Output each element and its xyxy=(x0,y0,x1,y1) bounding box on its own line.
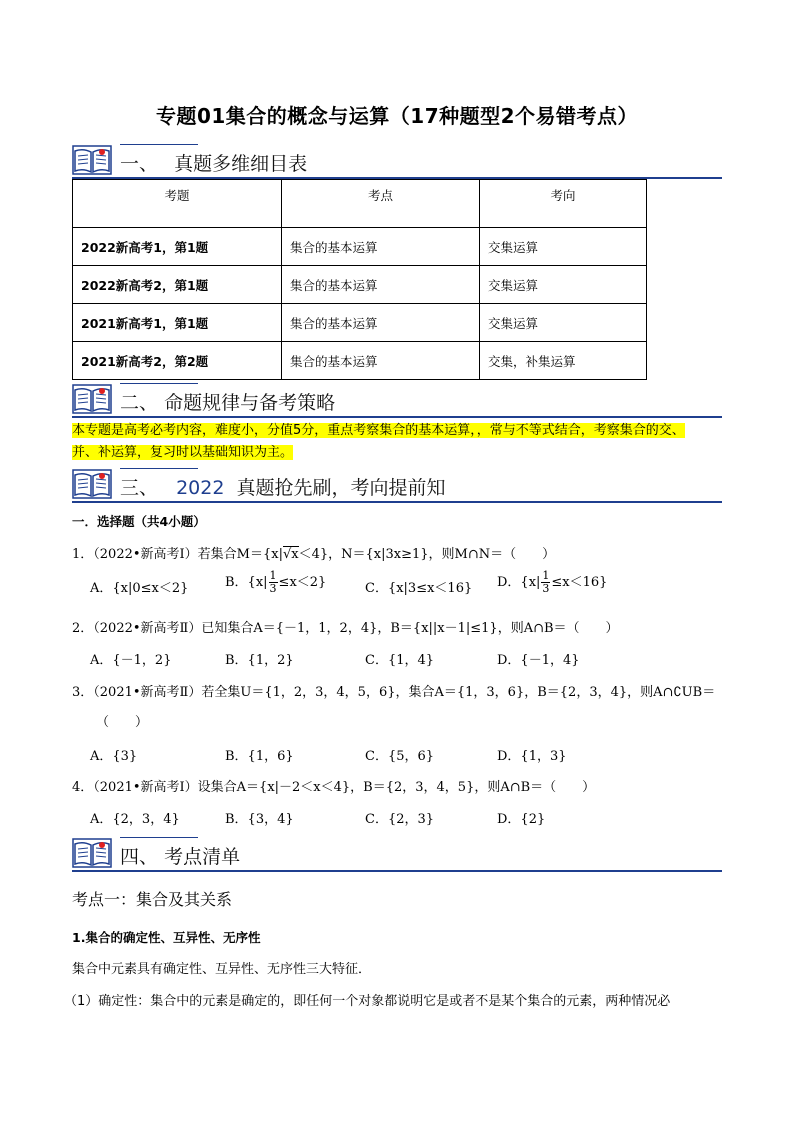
option-c[interactable]: C．{5，6} xyxy=(365,749,435,764)
sub-heading: 1.集合的确定性、互异性、无序性 xyxy=(72,930,261,945)
section-label: 命题规律与备考策略 xyxy=(164,392,336,414)
choice-header: 一．选择题（共4小题） xyxy=(72,514,206,529)
section-heading-3 xyxy=(72,467,722,503)
section-number: 一、 xyxy=(120,153,159,175)
option-text: ≤x＜16} xyxy=(551,575,608,590)
section-label: 真题抢先刷，考向提前知 xyxy=(236,477,446,499)
option-a[interactable]: A．{－1，2} xyxy=(90,653,172,668)
section-label: 考点清单 xyxy=(164,846,241,868)
option-text: B．{x| xyxy=(225,575,268,590)
paragraph: （1）确定性：集合中的元素是确定的，即任何一个对象都说明它是或者不是某个集合的元素，两种情况必 xyxy=(64,994,671,1009)
question-4-stem: 4．（2021•新高考Ⅰ）设集合A＝{x|－2＜x＜4}，B＝{2，3，4，5}，则A∩B＝（ ） xyxy=(72,780,596,795)
option-b[interactable]: B．{3，4} xyxy=(225,812,294,827)
option-a[interactable]: A．{x|0≤x＜2} xyxy=(90,581,189,596)
section-year: 2022 xyxy=(176,477,225,499)
fraction-denominator: 3 xyxy=(269,582,277,595)
section-number: 二、 xyxy=(120,392,159,414)
paragraph: 集合中元素具有确定性、互异性、无序性三大特征． xyxy=(72,962,372,977)
fraction-numerator: 1 xyxy=(269,569,277,582)
fraction xyxy=(269,570,278,595)
column-header: 考题 xyxy=(73,180,282,228)
question-3-stem-cont: （ ） xyxy=(96,715,149,730)
book-icon xyxy=(72,469,112,499)
option-d[interactable]: D．{1，3} xyxy=(497,749,567,764)
heading-topline xyxy=(120,144,198,145)
table-cell: 交集运算 xyxy=(480,228,647,266)
sqrt-expression: √x xyxy=(282,547,299,562)
table-cell: 集合的基本运算 xyxy=(282,342,480,380)
table-cell: 2022新高考2，第1题 xyxy=(73,266,282,304)
section-heading-4 xyxy=(72,836,722,872)
table-cell: 交集运算 xyxy=(480,266,647,304)
section-title xyxy=(120,149,307,176)
column-header: 考点 xyxy=(282,180,480,228)
option-d[interactable]: D．{－1，4} xyxy=(497,653,580,668)
table-cell: 集合的基本运算 xyxy=(282,304,480,342)
heading-underline xyxy=(72,501,722,503)
option-d[interactable]: D．{2} xyxy=(497,812,546,827)
table-cell: 交集，补集运算 xyxy=(480,342,647,380)
question-1-stem xyxy=(72,543,555,562)
section-title xyxy=(120,473,445,500)
section-number: 四、 xyxy=(120,846,159,868)
table-cell: 集合的基本运算 xyxy=(282,266,480,304)
table-cell: 2021新高考2，第2题 xyxy=(73,342,282,380)
option-text: D．{x| xyxy=(497,575,541,590)
table-cell: 集合的基本运算 xyxy=(282,228,480,266)
book-icon xyxy=(72,838,112,868)
option-b[interactable]: B．{1，2} xyxy=(225,653,294,668)
kaodian-heading: 考点一：集合及其关系 xyxy=(72,890,233,909)
option-b[interactable] xyxy=(225,570,326,595)
section-label: 真题多维细目表 xyxy=(174,153,308,175)
question-2-stem: 2．（2022•新高考Ⅱ）已知集合A＝{－1，1，2，4}，B＝{x||x－1|≤1}，则A∩B＝（ ） xyxy=(72,621,619,636)
column-header: 考向 xyxy=(480,180,647,228)
option-c[interactable]: C．{2，3} xyxy=(365,812,435,827)
section-number: 三、 xyxy=(120,477,159,499)
section-title xyxy=(120,842,240,869)
fraction-denominator: 3 xyxy=(542,582,550,595)
table-row xyxy=(73,228,647,266)
strategy-text xyxy=(72,420,732,464)
fraction-numerator: 1 xyxy=(542,569,550,582)
table-cell: 2021新高考1，第1题 xyxy=(73,304,282,342)
page-title: 专题01集合的概念与运算（17种题型2个易错考点） xyxy=(155,104,639,128)
heading-topline xyxy=(120,468,198,469)
section-heading-1 xyxy=(72,143,722,179)
stem-text: ＜4}，N＝{x|3x≥1}，则M∩N＝（ ） xyxy=(298,547,556,562)
table-cell: 2022新高考1，第1题 xyxy=(73,228,282,266)
strategy-line: 本专题是高考必考内容，难度小，分值5分，重点考察集合的基本运算，，常与不等式结合，考察集合的交、 xyxy=(72,423,685,438)
option-text: ≤x＜2} xyxy=(278,575,327,590)
option-a[interactable]: A．{3} xyxy=(90,749,138,764)
heading-topline xyxy=(120,383,198,384)
stem-text: 1．（2022•新高考Ⅰ）若集合M＝{x| xyxy=(72,547,283,562)
table-row xyxy=(73,266,647,304)
table-row xyxy=(73,304,647,342)
heading-topline xyxy=(120,837,198,838)
section-heading-2 xyxy=(72,382,722,418)
book-icon xyxy=(72,145,112,175)
option-c[interactable]: C．{x|3≤x＜16} xyxy=(365,581,473,596)
option-b[interactable]: B．{1，6} xyxy=(225,749,294,764)
question-3-stem: 3．（2021•新高考Ⅱ）若全集U＝{1，2，3，4，5，6}，集合A＝{1，3，6}，B＝{2，3，4}，则A∩∁UB＝ xyxy=(72,685,716,700)
option-a[interactable]: A．{2，3，4} xyxy=(90,812,180,827)
strategy-line: 并、补运算，复习时以基础知识为主。 xyxy=(72,445,294,460)
book-icon xyxy=(72,384,112,414)
fraction xyxy=(541,570,550,595)
section-title xyxy=(120,388,335,415)
heading-underline xyxy=(72,416,722,418)
option-d[interactable] xyxy=(497,570,607,595)
table-row xyxy=(73,342,647,380)
option-c[interactable]: C．{1，4} xyxy=(365,653,435,668)
table-header-row xyxy=(73,180,647,228)
table-cell: 交集运算 xyxy=(480,304,647,342)
exam-table xyxy=(72,179,647,380)
heading-underline xyxy=(72,870,722,872)
